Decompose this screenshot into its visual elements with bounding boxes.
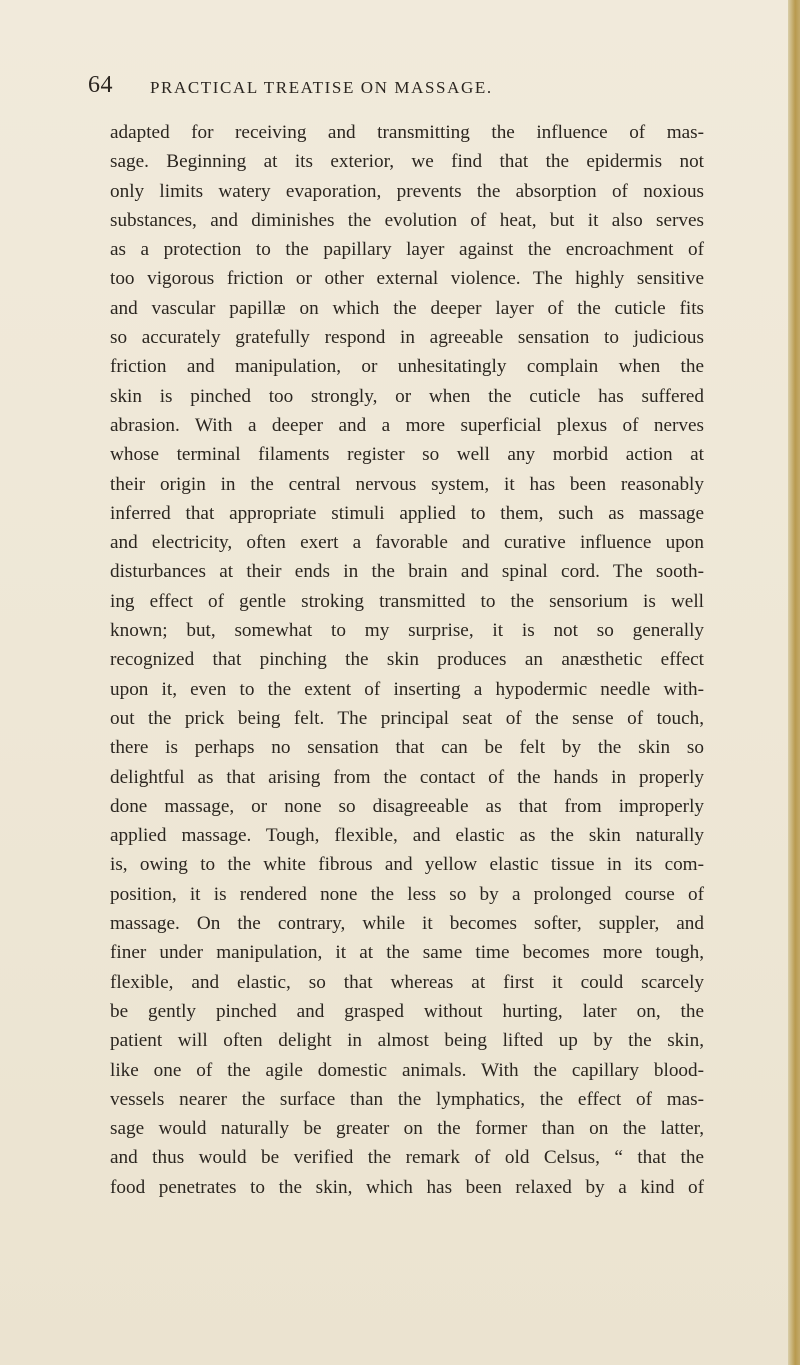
- text-line: ing effect of gentle stroking transmitted to the sensorium is well: [110, 590, 704, 612]
- page-number: 64: [88, 72, 113, 98]
- text-line: skin is pinched too strongly, or when the cuticle has suffered: [110, 385, 704, 407]
- text-line: whose terminal filaments register so well any morbid action at: [110, 444, 704, 466]
- text-line: be gently pinched and grasped without hurting, later on, the: [110, 1000, 704, 1022]
- text-line: known; but, somewhat to my surprise, it is not so generally: [110, 620, 704, 642]
- text-line: and vascular papillæ on which the deeper layer of the cuticle fits: [110, 297, 704, 319]
- text-line: applied massage. Tough, flexible, and elastic as the skin naturally: [110, 825, 704, 847]
- text-line: delightful as that arising from the contact of the hands in properly: [110, 766, 704, 788]
- running-title: PRACTICAL TREATISE ON MASSAGE.: [150, 78, 493, 97]
- text-line: as a protection to the papillary layer against the encroachment of: [110, 239, 704, 261]
- text-line: food penetrates to the skin, which has been relaxed by a kind of: [110, 1176, 704, 1198]
- text-line: there is perhaps no sensation that can be felt by the skin so: [110, 737, 704, 759]
- text-line: flexible, and elastic, so that whereas at first it could scarcely: [110, 971, 704, 993]
- text-line: their origin in the central nervous system, it has been reasonably: [110, 473, 704, 495]
- text-line: is, owing to the white fibrous and yellow elastic tissue in its com-: [110, 854, 704, 876]
- page-header: [88, 72, 708, 112]
- text-line: vessels nearer the surface than the lymphatics, the effect of mas-: [110, 1088, 704, 1110]
- text-line: patient will often delight in almost being lifted up by the skin,: [110, 1030, 704, 1052]
- text-line: upon it, even to the extent of inserting a hypodermic needle with-: [110, 678, 704, 700]
- text-line: recognized that pinching the skin produces an anæsthetic effect: [110, 649, 704, 671]
- text-line: inferred that appropriate stimuli applied to them, such as massage: [110, 502, 704, 524]
- body-text: [110, 118, 704, 1202]
- text-line: out the prick being felt. The principal seat of the sense of touch,: [110, 707, 704, 729]
- text-line: finer under manipulation, it at the same time becomes more tough,: [110, 942, 704, 964]
- text-line: abrasion. With a deeper and a more superficial plexus of nerves: [110, 414, 704, 436]
- text-line: like one of the agile domestic animals. With the capillary blood-: [110, 1059, 704, 1081]
- page-edge: [788, 0, 800, 1365]
- text-line: and thus would be verified the remark of old Celsus, “ that the: [110, 1147, 704, 1169]
- text-line: massage. On the contrary, while it becomes softer, suppler, and: [110, 913, 704, 935]
- text-line: substances, and diminishes the evolution of heat, but it also serves: [110, 209, 704, 231]
- text-line: done massage, or none so disagreeable as that from improperly: [110, 795, 704, 817]
- text-line: sage would naturally be greater on the former than on the latter,: [110, 1118, 704, 1140]
- text-line: only limits watery evaporation, prevents the absorption of noxious: [110, 180, 704, 202]
- text-line: disturbances at their ends in the brain and spinal cord. The sooth-: [110, 561, 704, 583]
- text-line: so accurately gratefully respond in agreeable sensation to judicious: [110, 327, 704, 349]
- text-line: and electricity, often exert a favorable and curative influence upon: [110, 532, 704, 554]
- text-line: sage. Beginning at its exterior, we find that the epidermis not: [110, 151, 704, 173]
- text-line: too vigorous friction or other external violence. The highly sensitive: [110, 268, 704, 290]
- text-line: adapted for receiving and transmitting the influence of mas-: [110, 122, 704, 143]
- text-line: position, it is rendered none the less so by a prolonged course of: [110, 883, 704, 905]
- text-line: friction and manipulation, or unhesitatingly complain when the: [110, 356, 704, 378]
